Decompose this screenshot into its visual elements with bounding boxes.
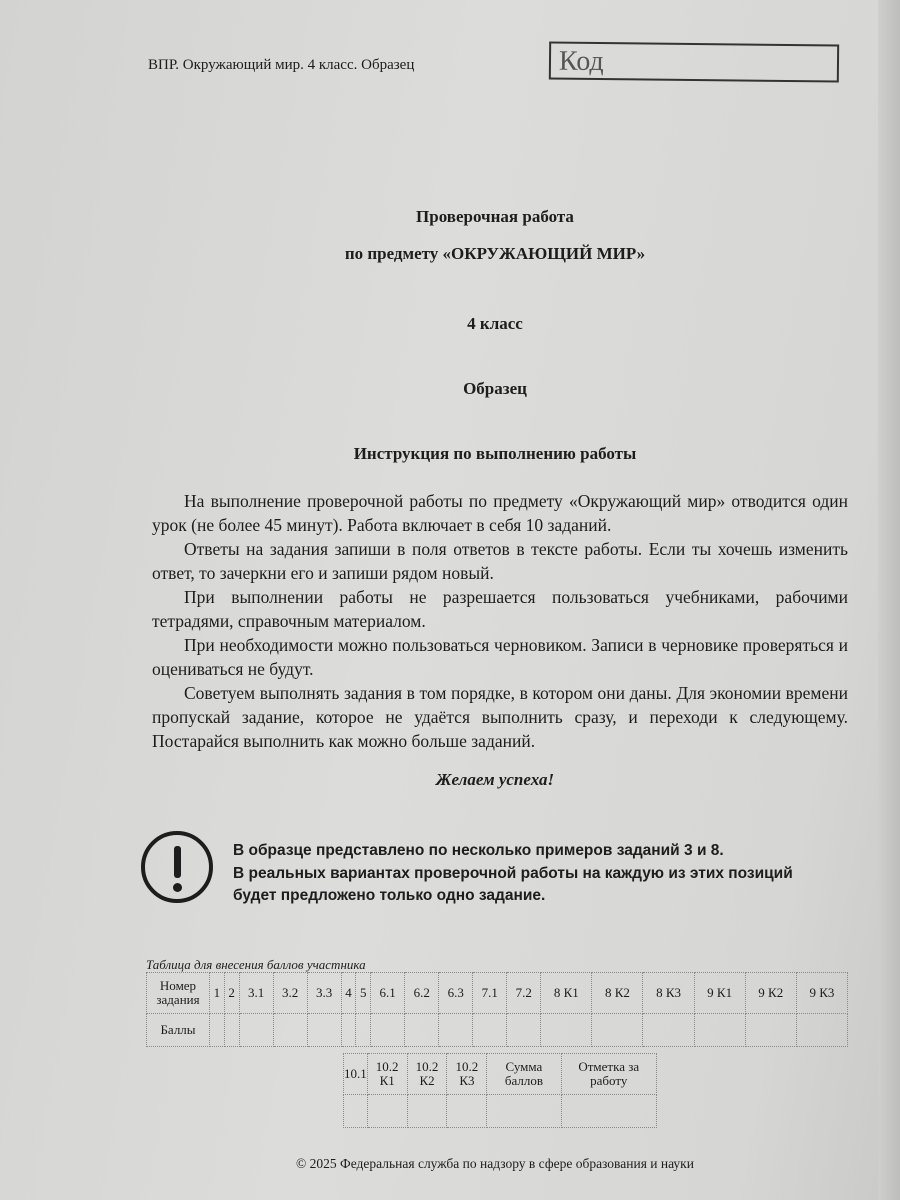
task-number-cell: 9 К2 [745, 973, 796, 1014]
score-cell[interactable] [341, 1014, 356, 1047]
task-number-cell: 4 [341, 973, 356, 1014]
score-cell[interactable] [745, 1014, 796, 1047]
exclamation-icon [141, 831, 213, 903]
sample-title: Образец [463, 379, 527, 398]
copyright-footer: © 2025 Федеральная служба по надзору в сфере образования и науки [296, 1156, 694, 1171]
task-number-cell: 9 К1 [694, 973, 745, 1014]
paragraph: Советуем выполнять задания в том порядке, в котором они даны. Для экономии времени пропускай задание, которое не удаётся выполнить сразу, и переходи к следующему. Постарайся выполнить как можно больше заданий. [152, 683, 848, 751]
score-cell[interactable] [371, 1014, 405, 1047]
score-cell[interactable] [439, 1014, 473, 1047]
task-number-cell: 2 [224, 973, 239, 1014]
task-number-cell: 10.1 [344, 1054, 368, 1095]
row-label: Баллы [147, 1014, 210, 1047]
score-cell[interactable] [473, 1014, 507, 1047]
code-label: Код [558, 45, 604, 78]
paragraph: На выполнение проверочной работы по предмету «Окружающий мир» отводится один урок (не более 45 минут). Работа включает в себя 10 заданий. [152, 491, 848, 535]
task-number-cell: 6.3 [439, 973, 473, 1014]
task-number-cell: 6.2 [405, 973, 439, 1014]
paragraph: Ответы на задания запиши в поля ответов в тексте работы. Если ты хочешь изменить ответ, то зачеркни его и запиши рядом новый. [152, 539, 848, 583]
score-cell[interactable] [561, 1095, 657, 1128]
paragraph: При выполнении работы не разрешается пользоваться учебниками, рабочими тетрадями, справочным материалом. [152, 587, 848, 631]
task-number-cell: 3.2 [273, 973, 307, 1014]
score-cell[interactable] [796, 1014, 847, 1047]
grade-title: 4 класс [467, 314, 523, 333]
page-edge-shadow [878, 0, 900, 1200]
task-number-cell: 3.3 [307, 973, 341, 1014]
paragraph: При необходимости можно пользоваться черновиком. Записи в черновике проверяться и оцениваться не будут. [152, 635, 848, 679]
task-number-cell: 10.2 К2 [407, 1054, 447, 1095]
score-cell[interactable] [307, 1014, 341, 1047]
instructions-body [152, 489, 848, 753]
task-number-cell: 10.2 К3 [447, 1054, 487, 1095]
notice-line: будет предложено только одно задание. [233, 887, 546, 904]
score-table-caption: Таблица для внесения баллов участника [146, 957, 366, 972]
task-number-cell: 5 [356, 973, 371, 1014]
task-number-cell: 8 К1 [541, 973, 592, 1014]
score-cell[interactable] [273, 1014, 307, 1047]
task-number-cell: 7.2 [507, 973, 541, 1014]
task-number-cell: 10.2 К1 [367, 1054, 407, 1095]
score-cell[interactable] [210, 1014, 225, 1047]
task-number-cell: 6.1 [371, 973, 405, 1014]
title-line-1: Проверочная работа [416, 207, 574, 226]
code-field[interactable] [549, 41, 839, 82]
task-number-cell: Сумма баллов [487, 1054, 561, 1095]
notice-line: В реальных вариантах проверочной работы на каждую из этих позиций [233, 864, 793, 882]
task-number-cell: Отметка за работу [561, 1054, 657, 1095]
instruction-heading: Инструкция по выполнению работы [353, 444, 637, 463]
score-cell[interactable] [344, 1095, 368, 1128]
task-number-cell: 1 [210, 973, 225, 1014]
score-cell[interactable] [507, 1014, 541, 1047]
notice-text [233, 840, 793, 908]
title-line-2: по предмету «ОКРУЖАЮЩИЙ МИР» [344, 244, 646, 263]
score-cell[interactable] [367, 1095, 407, 1128]
score-cell[interactable] [541, 1014, 592, 1047]
good-luck-text: Желаем успеха! [435, 770, 555, 789]
task-number-cell: 8 К2 [592, 973, 643, 1014]
score-cell[interactable] [407, 1095, 447, 1128]
score-cell[interactable] [694, 1014, 745, 1047]
score-cell[interactable] [447, 1095, 487, 1128]
task-number-cell: 7.1 [473, 973, 507, 1014]
task-number-cell: 8 К3 [643, 973, 694, 1014]
task-number-cell: 9 К3 [796, 973, 847, 1014]
notice-line: В образце представлено по несколько примеров заданий 3 и 8. [233, 842, 724, 859]
score-cell[interactable] [239, 1014, 273, 1047]
row-label: Номер задания [147, 973, 210, 1014]
task-number-cell: 3.1 [239, 973, 273, 1014]
running-header: ВПР. Окружающий мир. 4 класс. Образец [148, 57, 415, 73]
score-cell[interactable] [592, 1014, 643, 1047]
score-cell[interactable] [487, 1095, 561, 1128]
score-cell[interactable] [224, 1014, 239, 1047]
score-cell[interactable] [356, 1014, 371, 1047]
score-table-2 [343, 1053, 657, 1128]
score-table [146, 972, 848, 1047]
score-cell[interactable] [405, 1014, 439, 1047]
score-cell[interactable] [643, 1014, 694, 1047]
